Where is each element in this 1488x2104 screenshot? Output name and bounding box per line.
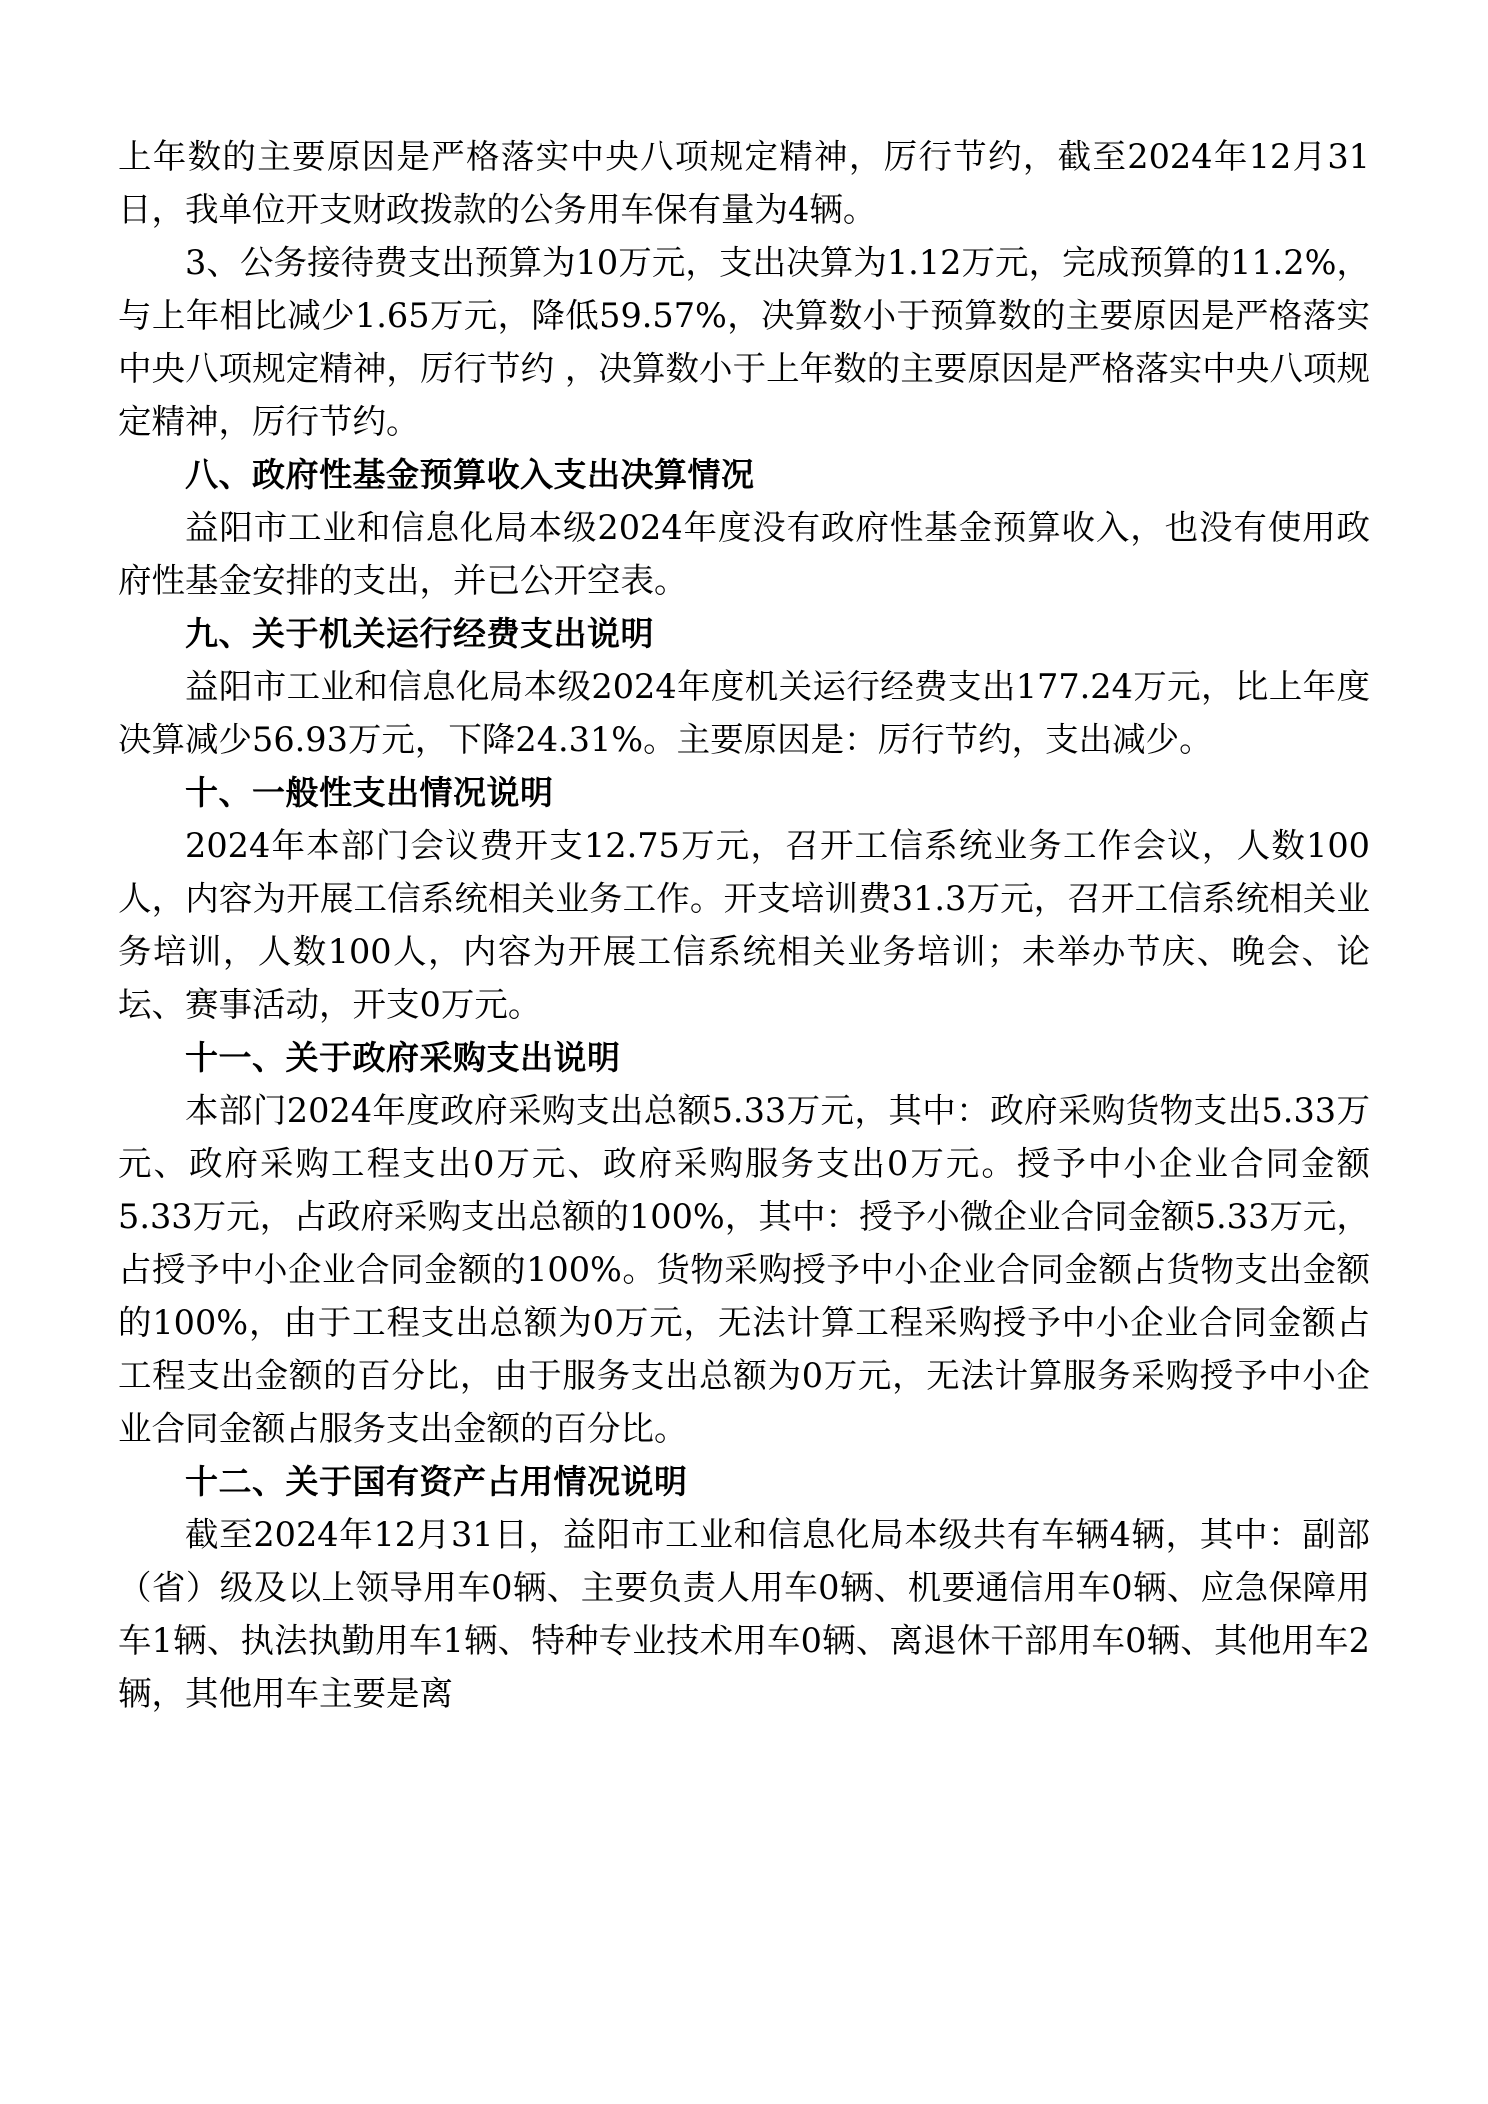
paragraph-continued: 上年数的主要原因是严格落实中央八项规定精神，厉行节约，截至2024年12月31日，我单位开支财政拨款的公务用车保有量为4辆。: [118, 137, 1370, 229]
heading-section-eleven: 十一、关于政府采购支出说明: [185, 1038, 621, 1077]
heading-section-ten: 十、一般性支出情况说明: [185, 773, 554, 812]
heading-section-twelve: 十二、关于国有资产占用情况说明: [185, 1462, 688, 1501]
heading-section-nine: 九、关于机关运行经费支出说明: [185, 614, 654, 653]
paragraph-government-procurement: 本部门2024年度政府采购支出总额5.33万元，其中：政府采购货物支出5.33万元、政府采购工程支出0万元、政府采购服务支出0万元。授予中小企业合同金额5.33万元，占政府采购支出总额的100%，其中：授予小微企业合同金额5.33万元，占授予中小企业合同金额的100%。货物采购授予中小企业合同金额占货物支出金额的100%，由于工程支出总额为0万元，无法计算工程采购授予中小企业合同金额占工程支出金额的百分比，由于服务支出总额为0万元，无法计算服务采购授予中小企业合同金额占服务支出金额的百分比。: [118, 1091, 1370, 1448]
paragraph-operating-expenses: 益阳市工业和信息化局本级2024年度机关运行经费支出177.24万元，比上年度决算减少56.93万元，下降24.31%。主要原因是：厉行节约，支出减少。: [118, 667, 1370, 759]
paragraph-state-owned-assets: 截至2024年12月31日，益阳市工业和信息化局本级共有车辆4辆，其中：副部（省）级及以上领导用车0辆、主要负责人用车0辆、机要通信用车0辆、应急保障用车1辆、执法执勤用车1辆、特种专业技术用车0辆、离退休干部用车0辆、其他用车2辆，其他用车主要是离: [118, 1515, 1370, 1713]
paragraph-general-expenditure: 2024年本部门会议费开支12.75万元，召开工信系统业务工作会议，人数100人，内容为开展工信系统相关业务工作。开支培训费31.3万元，召开工信系统相关业务培训，人数100人，内容为开展工信系统相关业务培训；未举办节庆、晚会、论坛、赛事活动，开支0万元。: [118, 826, 1370, 1024]
heading-section-eight: 八、政府性基金预算收入支出决算情况: [185, 455, 755, 494]
paragraph-government-fund-budget: 益阳市工业和信息化局本级2024年度没有政府性基金预算收入，也没有使用政府性基金安排的支出，并已公开空表。: [118, 508, 1370, 600]
paragraph-official-reception-expense: 3、公务接待费支出预算为10万元，支出决算为1.12万元，完成预算的11.2%，与上年相比减少1.65万元，降低59.57%，决算数小于预算数的主要原因是严格落实中央八项规定精神，厉行节约 ，决算数小于上年数的主要原因是严格落实中央八项规定精神，厉行节约。: [118, 243, 1370, 441]
document-body: [118, 130, 1370, 1720]
